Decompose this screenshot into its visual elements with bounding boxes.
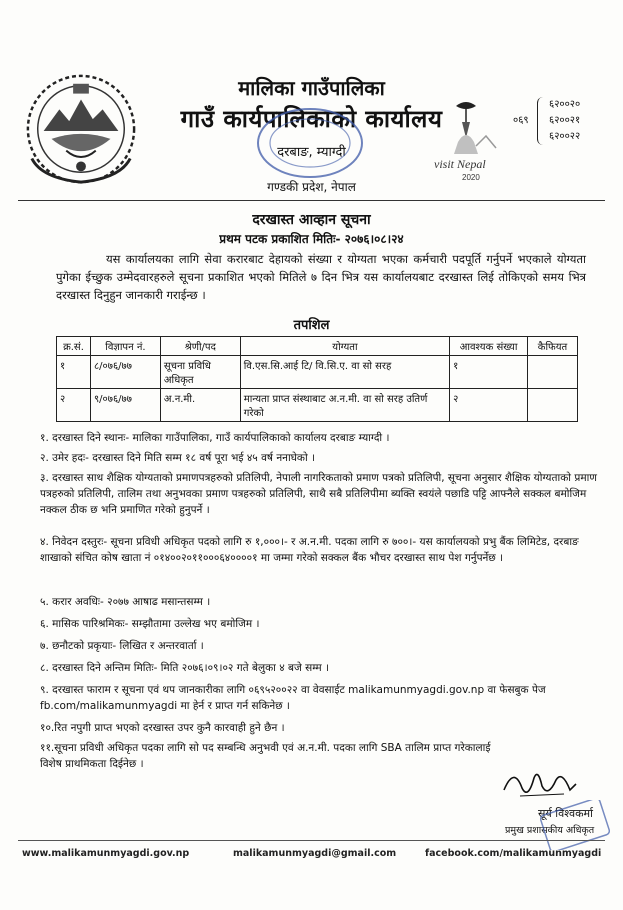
point-item: ४. निवेदन दस्तुरः- सूचना प्रविधी अधिकृत पदको लागि रु १,०००।- र अ.न.मी. पदका लागि रु ७००।- यस कार्यालयको प्रभु बैंक लिमिटेड, दरबाङ शाखाको संचित कोष खाता नं ०१४००२०११०००६४००००१ मा जम्मा गरेको सक्कल बैंक भौचर दरखास्त साथ पेश गर्नुपर्नेछ । (40, 536, 579, 564)
visit-nepal-text: visit Nepal (434, 157, 486, 171)
svg-text:2020: 2020 (462, 173, 480, 182)
point-item: ७. छनौटको प्रकृयाः- लिखित र अन्तरवार्ता । (40, 640, 204, 652)
phone-number: ६२००२० (549, 99, 581, 110)
column-header: श्रेणी/पद (160, 337, 240, 356)
point-item: ६. मासिक पारिश्रमिकः- सम्झौतामा उल्लेख भए बमोजिम । (40, 618, 260, 630)
table-cell: ८/०७६/७७ (90, 356, 160, 389)
table-cell: सूचना प्रविधि अधिकृत (160, 356, 240, 389)
point-item: १. दरखास्त दिने स्थानः- मालिका गाउँपालिका, गाउँ कार्यपालिकाको कार्यालय दरबाङ म्याग्दी । (40, 432, 390, 444)
notice-intro (56, 250, 586, 304)
table-cell: मान्यता प्राप्त संस्थाबाट अ.न.मी. वा सो सरह उतिर्ण गरेको (240, 389, 449, 422)
footer-facebook-link[interactable]: facebook.com/malikamunmyagdi (425, 848, 602, 859)
visit-nepal-logo-icon (432, 98, 507, 188)
table-cell: २ (57, 389, 91, 422)
table-row (57, 356, 578, 389)
phone-number: ६२००२२ (549, 131, 581, 142)
table-cell: वि.एस.सि.आई टि/ वि.सि.ए. वा सो सरह (240, 356, 449, 389)
table-cell: १ (450, 356, 528, 389)
office-province: गण्डकी प्रदेश, नेपाल (267, 180, 356, 194)
header-divider (18, 200, 605, 201)
signatory-title: प्रमुख प्रशासकीय अधिकृत (505, 825, 595, 836)
column-header: योग्यता (240, 337, 449, 356)
municipality-name: मालिका गाउँपालिका (238, 76, 385, 100)
office-location: दरबाङ, म्याग्दी (277, 145, 346, 160)
official-seal-icon (540, 800, 610, 850)
footer-email-link[interactable]: malikamunmyagdi@gmail.com (233, 848, 397, 859)
table-cell: अ.न.मी. (160, 389, 240, 422)
table-cell: २ (450, 389, 528, 422)
point-item: ११.सूचना प्रविधी अधिकृत पदका लागि सो पद सम्बन्धि अनुभवी एवं अ.न.मी. पदका लागि SBA तालिम प्राप्त गरेकालाई विशेष प्राथमिकता दिईनेछ । (40, 742, 491, 770)
table-cell: ९/०७६/७७ (90, 389, 160, 422)
published-date: प्रथम पटक प्रकाशित मितिः- २०७६।०८।२४ (219, 232, 404, 246)
table-cell (528, 356, 578, 389)
table-cell: १ (57, 356, 91, 389)
column-header: विज्ञापन नं. (90, 337, 160, 356)
signature-icon (500, 760, 580, 802)
schedule-table (56, 336, 578, 422)
point-item: ८. दरखास्त दिने अन्तिम मितिः- मिति २०७६।०९।०२ गते बेलुका ४ बजे सम्म । (40, 662, 329, 674)
signatory-name: सूर्य विश्वकर्मा (538, 807, 593, 820)
office-name: गाउँ कार्यपालिकाको कार्यालय (180, 105, 443, 133)
intro-text: यस कार्यालयका लागि सेवा करारबाट देहायको संख्या र योग्यता भएका कर्मचारी पदपूर्ति गर्नुपर्ने भएकाले योग्यता पुगेका ईच्छुक उम्मेदवारहरुले सूचना प्रकाशित भएको मितिले ७ दिन भित्र यस कार्यालयबाट दरखास्त लिई तोकिएको समय भित्र दरखास्त दिनुहुन जानकारी गराईन्छ । (56, 252, 586, 302)
schedule-title: तपशिल (293, 318, 330, 333)
column-header: क्र.सं. (57, 337, 91, 356)
footer-divider (18, 840, 605, 841)
point-item: ३. दरखास्त साथ शैक्षिक योग्यताको प्रमाणपत्रहरुको प्रतिलिपी, नेपाली नागरिकताको प्रमाण पत्रको प्रतिलिपी, सूचना अनुसार शैक्षिक योग्यताको प्रमाण पत्रहरुको प्रतिलिपी, तालिम तथा अनुभवका प्रमाण पत्रहरुको प्रतिलिपी, साथै सबै प्रतिलिपीमा ब्यक्ति स्वयंले पछाडि पट्टि आफ्नैले सक्कल बमोजिम नक्कल ठीक छ भनि प्रमाणित गरेको हुनुपर्ने । (40, 472, 597, 516)
point-item: १०.रित नपुगी प्राप्त भएको दरखास्त उपर कुनै कारवाही हुने छैन । (40, 722, 285, 734)
office-stamp-icon (250, 105, 370, 185)
footer-website-link[interactable]: www.malikamunmyagdi.gov.np (22, 848, 190, 859)
point-item: ५. करार अवधिः- २०७७ आषाढ मसान्तसम्म । (40, 596, 211, 608)
notice-title: दरखास्त आव्हान सूचना (252, 212, 371, 228)
table-row (57, 389, 578, 422)
point-item: २. उमेर हदः- दरखास्त दिने मिति सम्म १८ वर्ष पूरा भई ४५ वर्ष ननाघेको । (40, 452, 316, 464)
table-cell (528, 389, 578, 422)
table-header-row (57, 337, 578, 356)
point-item: ९. दरखास्त फाराम र सूचना एवं थप जानकारीका लागि ०६९५२००२२ वा वेवसाईट malikamunmyagdi.gov.np वा फेसबुक पेज fb.com/malikamunmyagdi मा हेर्न र प्राप्त गर्न सकिनेछ । (40, 684, 546, 712)
column-header: आवश्यक संख्या (450, 337, 528, 356)
phone-prefix: ०६९ (513, 115, 529, 126)
phone-number: ६२००२१ (549, 115, 581, 126)
column-header: कैफियत (528, 337, 578, 356)
